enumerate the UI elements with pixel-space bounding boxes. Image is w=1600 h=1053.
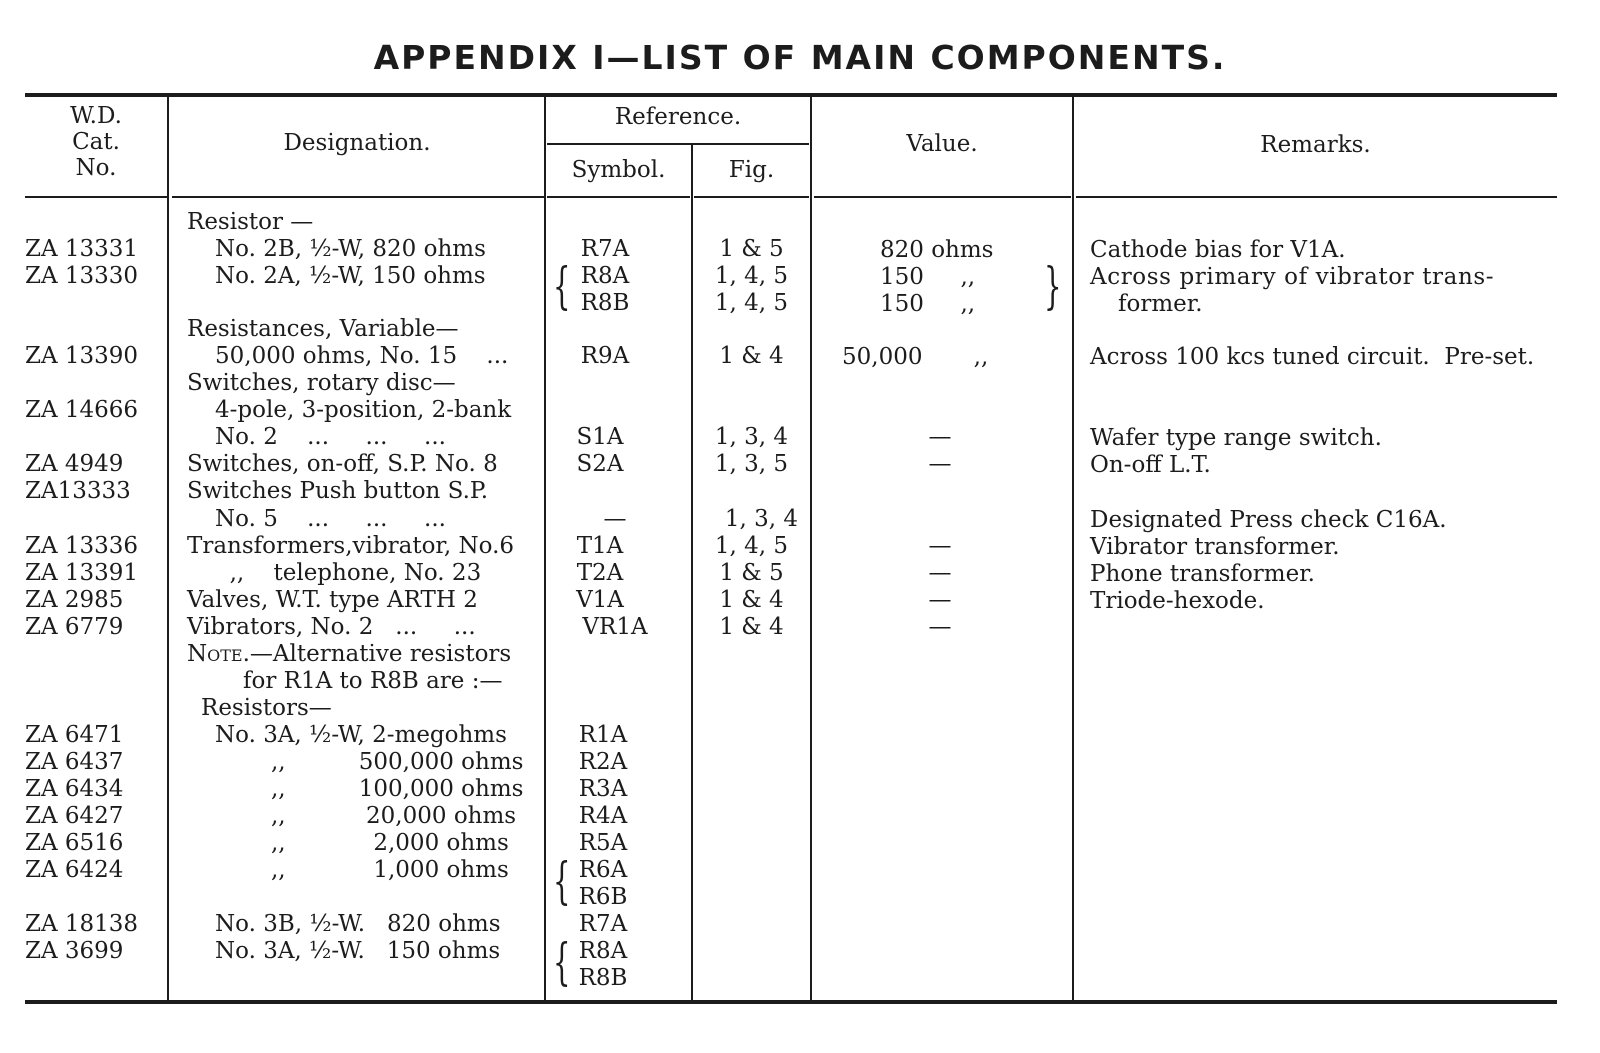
row-1-cat: ZA 13331 [25,236,139,262]
alt-row-0-symbol: R1A [578,722,628,748]
col-divider-5 [1072,97,1074,1000]
page-title: APPENDIX I—LIST OF MAIN COMPONENTS. [373,38,1227,77]
row-8-symbol: S1A [576,424,624,450]
bottom-rule [25,1000,1557,1004]
alt-row-6-symbol: R6B [578,884,628,910]
row-3-symbol: R8B [580,290,630,316]
row-14-remarks: Triode-hexode. [1090,588,1265,614]
row-3-value: 150 ,, [880,291,976,317]
note-line-2: for R1A to R8B are :— [243,668,503,694]
row-15-value: — [928,614,952,640]
row-14-cat: ZA 2985 [25,587,124,613]
alt-row-1-symbol: R2A [578,749,628,775]
alt-row-2-symbol: R3A [578,776,628,802]
col-divider-4 [810,97,812,1000]
header-cat-line-2: Cat. [72,129,120,155]
row-5-cat: ZA 13390 [25,343,139,369]
row-10-designation: Switches Push button S.P. [187,478,489,504]
row-1-symbol: R7A [580,236,630,262]
alt-row-3-cat: ZA 6427 [25,803,124,829]
row-13-value: — [928,560,952,586]
row-15-symbol: VR1A [582,614,648,640]
row-9-cat: ZA 4949 [25,451,124,477]
row-0-designation: Resistor — [187,209,314,235]
row-2-fig: 1, 4, 5 [714,263,789,289]
alt-row-9-symbol: R8B [578,965,628,991]
row-2-cat: ZA 13330 [25,263,139,289]
alt-row-3-symbol: R4A [578,803,628,829]
row-8-value: — [928,424,952,450]
alt-row-2-designation: ,, 100,000 ohms [271,776,524,802]
row-4-designation: Resistances, Variable— [187,316,459,342]
brace-right-icon: } [1044,257,1062,315]
row-12-designation: Transformers,vibrator, No.6 [187,533,515,559]
row-9-remarks: On-off L.T. [1090,452,1211,478]
header-bottom-rule-value [814,196,1071,198]
row-15-designation: Vibrators, No. 2 ... ... [187,614,476,640]
row-14-symbol: V1A [576,587,624,613]
top-rule [25,93,1557,97]
alt-row-8-cat: ZA 3699 [25,938,124,964]
row-12-fig: 1, 4, 5 [714,533,789,559]
row-8-fig: 1, 3, 4 [714,424,789,450]
row-2-value: 150 ,, [880,264,976,290]
row-14-fig: 1 & 4 [719,587,784,613]
row-1-fig: 1 & 5 [719,236,784,262]
row-3-fig: 1, 4, 5 [714,290,789,316]
row-7-cat: ZA 14666 [25,397,139,423]
header-remarks: Remarks. [1260,132,1371,158]
note-line-3: Resistors— [201,695,332,721]
row-2-symbol: R8A [580,263,630,289]
row-5-value: 50,000 ,, [842,344,989,370]
alt-row-0-cat: ZA 6471 [25,722,124,748]
row-8-remarks: Wafer type range switch. [1090,425,1382,451]
row-3-remarks: former. [1118,291,1203,317]
alt-row-5-symbol: R6A [578,857,628,883]
row-9-symbol: S2A [576,451,624,477]
row-13-symbol: T2A [576,560,624,586]
row-7-designation: 4-pole, 3-position, 2-bank [215,397,512,423]
header-bottom-rule-designation [172,196,544,198]
alt-row-8-designation: No. 3A, ½-W. 150 ohms [215,938,501,964]
row-9-fig: 1, 3, 5 [714,451,789,477]
row-12-value: — [928,533,952,559]
row-12-cat: ZA 13336 [25,533,139,559]
alt-row-0-designation: No. 3A, ½-W, 2-megohms [215,722,507,748]
row-14-value: — [928,587,952,613]
row-1-value: 820 ohms [880,237,994,263]
header-bottom-rule-catno [25,196,167,198]
row-2-remarks: Across primary of vibrator trans- [1090,264,1495,290]
alt-row-4-symbol: R5A [578,830,628,856]
alt-row-3-designation: ,, 20,000 ohms [271,803,517,829]
row-11-symbol: — [603,506,627,532]
row-5-fig: 1 & 4 [719,343,784,369]
note-text-1: —Alternative resistors [249,641,512,667]
header-designation: Designation. [283,130,431,156]
note-line-1 [187,641,511,668]
brace-left-icon: { [553,257,571,315]
alt-row-4-designation: ,, 2,000 ohms [271,830,509,856]
header-bottom-rule-fig [694,196,809,198]
alt-row-7-symbol: R7A [578,911,628,937]
row-13-remarks: Phone transformer. [1090,561,1315,587]
row-13-fig: 1 & 5 [719,560,784,586]
row-11-designation: No. 5 ... ... ... [215,506,446,532]
row-1-remarks: Cathode bias for V1A. [1090,237,1346,263]
alt-row-5-cat: ZA 6424 [25,857,124,883]
row-9-value: — [928,451,952,477]
note-label: Note. [187,641,250,667]
header-reference: Reference. [614,104,742,130]
row-14-designation: Valves, W.T. type ARTH 2 [187,587,478,613]
row-11-remarks: Designated Press check C16A. [1090,507,1447,533]
row-10-cat: ZA13333 [25,478,131,504]
row-9-designation: Switches, on-off, S.P. No. 8 [187,451,498,477]
row-12-remarks: Vibrator transformer. [1090,534,1340,560]
row-6-designation: Switches, rotary disc— [187,370,456,396]
row-11-fig: 1, 3, 4 [724,506,799,532]
alt-row-1-cat: ZA 6437 [25,749,124,775]
brace-left-icon-3: { [553,933,571,991]
row-15-cat: ZA 6779 [25,614,124,640]
alt-row-8-symbol: R8A [578,938,628,964]
col-divider-1 [167,97,169,1000]
alt-row-2-cat: ZA 6434 [25,776,124,802]
alt-row-7-cat: ZA 18138 [25,911,139,937]
alt-row-7-designation: No. 3B, ½-W. 820 ohms [215,911,501,937]
header-fig: Fig. [728,157,775,183]
alt-row-1-designation: ,, 500,000 ohms [271,749,524,775]
header-cat-line-3: No. [75,155,117,181]
row-1-designation: No. 2B, ½-W, 820 ohms [215,236,486,262]
row-15-fig: 1 & 4 [719,614,784,640]
row-13-designation: ,, telephone, No. 23 [215,560,482,586]
header-value: Value. [906,131,978,157]
alt-row-5-designation: ,, 1,000 ohms [271,857,509,883]
row-5-designation: 50,000 ohms, No. 15 ... [215,343,509,369]
alt-row-4-cat: ZA 6516 [25,830,124,856]
header-cat-line-1: W.D. [70,103,122,129]
row-5-remarks: Across 100 kcs tuned circuit. Pre-set. [1090,344,1535,370]
brace-left-icon-2: { [553,852,571,910]
header-cat-no [25,103,167,181]
header-symbol: Symbol. [571,157,666,183]
row-8-designation: No. 2 ... ... ... [215,424,446,450]
reference-sub-rule [547,143,809,145]
row-5-symbol: R9A [580,343,630,369]
row-2-designation: No. 2A, ½-W, 150 ohms [215,263,486,289]
header-bottom-rule-symbol [547,196,690,198]
row-12-symbol: T1A [576,533,624,559]
row-13-cat: ZA 13391 [25,560,139,586]
header-bottom-rule-remarks [1076,196,1557,198]
